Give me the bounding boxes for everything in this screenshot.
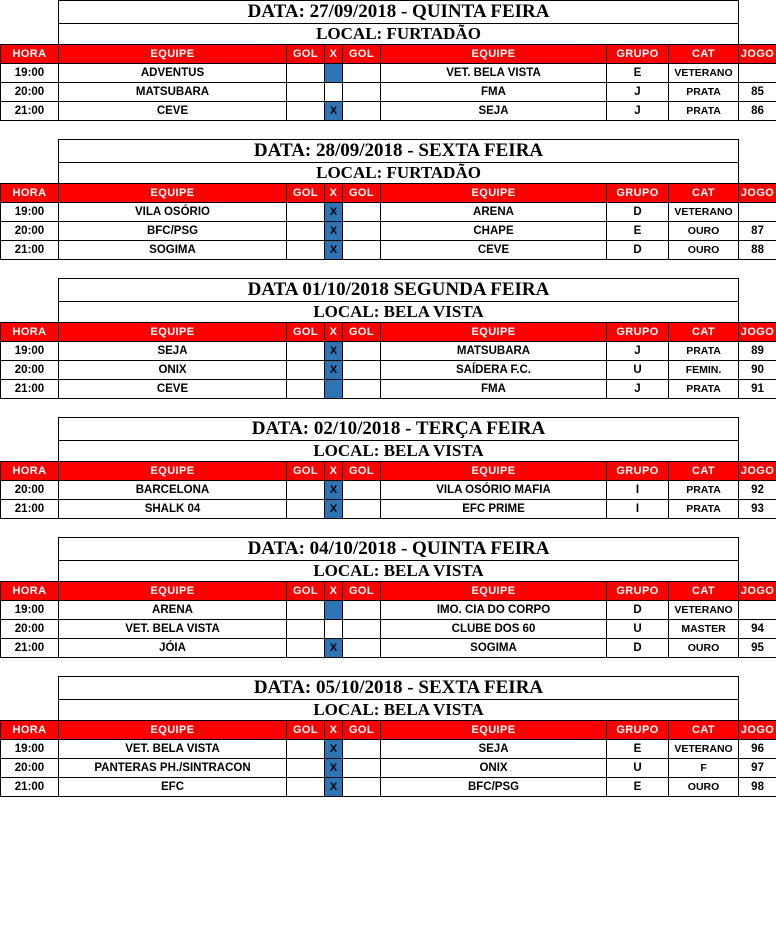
cell-grupo: U: [607, 759, 669, 778]
cell-equipe-home: SEJA: [59, 342, 287, 361]
block-local-row: [1, 561, 776, 582]
cell-x: [325, 64, 343, 83]
table-header-row: [1, 184, 776, 203]
cell-equipe-home: ADVENTUS: [59, 64, 287, 83]
cell-x: X: [325, 778, 343, 797]
header-cat: CAT: [669, 721, 739, 740]
cell-gol-home[interactable]: [287, 639, 325, 658]
cell-equipe-away: VET. BELA VISTA: [381, 64, 607, 83]
header-cat: CAT: [669, 462, 739, 481]
local-pad-left: [1, 441, 59, 462]
header-hora: HORA: [1, 184, 59, 203]
cell-equipe-away: CEVE: [381, 241, 607, 260]
cell-grupo: J: [607, 342, 669, 361]
table-row: [1, 759, 776, 778]
cell-jogo: 93: [739, 500, 776, 519]
cell-jogo: 88: [739, 241, 776, 260]
date-pad-left: [1, 140, 59, 163]
cell-equipe-away: SAÍDERA F.C.: [381, 361, 607, 380]
cell-x: X: [325, 361, 343, 380]
local-pad-left: [1, 302, 59, 323]
date-pad-left: [1, 538, 59, 561]
cell-equipe-home: VET. BELA VISTA: [59, 740, 287, 759]
cell-cat: VETERANO: [669, 740, 739, 759]
local-pad-right: [739, 24, 776, 45]
cell-hora: 20:00: [1, 361, 59, 380]
block-date-row: [1, 418, 776, 441]
cell-jogo: 98: [739, 778, 776, 797]
header-grupo: GRUPO: [607, 184, 669, 203]
date-pad-right: [739, 140, 776, 163]
cell-equipe-home: ARENA: [59, 601, 287, 620]
cell-gol-away[interactable]: [343, 342, 381, 361]
table-row: [1, 601, 776, 620]
cell-x: [325, 83, 343, 102]
block-local: LOCAL: BELA VISTA: [59, 700, 739, 721]
table-row: [1, 639, 776, 658]
table-row: [1, 481, 776, 500]
header-hora: HORA: [1, 45, 59, 64]
header-grupo: GRUPO: [607, 323, 669, 342]
header-jogo: JOGO: [739, 184, 776, 203]
cell-equipe-away: VILA OSÓRIO MAFIA: [381, 481, 607, 500]
cell-gol-home[interactable]: [287, 102, 325, 121]
cell-gol-home[interactable]: [287, 500, 325, 519]
local-pad-right: [739, 700, 776, 721]
cell-grupo: D: [607, 601, 669, 620]
cell-jogo: 94: [739, 620, 776, 639]
cell-cat: MASTER: [669, 620, 739, 639]
cell-hora: 20:00: [1, 620, 59, 639]
cell-equipe-home: BFC/PSG: [59, 222, 287, 241]
header-grupo: GRUPO: [607, 45, 669, 64]
block-local: LOCAL: BELA VISTA: [59, 302, 739, 323]
schedule-block: [0, 278, 776, 399]
block-date: DATA: 27/09/2018 - QUINTA FEIRA: [59, 1, 739, 24]
header-grupo: GRUPO: [607, 582, 669, 601]
cell-equipe-away: CLUBE DOS 60: [381, 620, 607, 639]
table-row: [1, 380, 776, 399]
cell-x: [325, 380, 343, 399]
cell-gol-home[interactable]: [287, 759, 325, 778]
header-gol-home: GOL: [287, 462, 325, 481]
table-row: [1, 102, 776, 121]
block-local-row: [1, 441, 776, 462]
cell-gol-home[interactable]: [287, 740, 325, 759]
cell-equipe-home: CEVE: [59, 380, 287, 399]
block-local-row: [1, 163, 776, 184]
block-date-row: [1, 279, 776, 302]
spacer-cell: [0, 519, 776, 537]
cell-gol-away[interactable]: [343, 83, 381, 102]
block-date-row: [1, 140, 776, 163]
header-grupo: GRUPO: [607, 462, 669, 481]
cell-hora: 21:00: [1, 778, 59, 797]
cell-cat: PRATA: [669, 481, 739, 500]
header-x: X: [325, 323, 343, 342]
cell-gol-away[interactable]: [343, 759, 381, 778]
date-pad-left: [1, 677, 59, 700]
cell-jogo: 86: [739, 102, 776, 121]
cell-equipe-away: EFC PRIME: [381, 500, 607, 519]
date-pad-right: [739, 677, 776, 700]
spacer-cell: [0, 399, 776, 417]
cell-grupo: E: [607, 740, 669, 759]
cell-gol-away[interactable]: [343, 102, 381, 121]
cell-hora: 19:00: [1, 203, 59, 222]
header-equipe-home: EQUIPE: [59, 323, 287, 342]
cell-equipe-home: MATSUBARA: [59, 83, 287, 102]
block-local-row: [1, 302, 776, 323]
cell-cat: OURO: [669, 639, 739, 658]
cell-hora: 19:00: [1, 601, 59, 620]
cell-gol-home[interactable]: [287, 601, 325, 620]
cell-equipe-home: EFC: [59, 778, 287, 797]
header-equipe-home: EQUIPE: [59, 45, 287, 64]
cell-equipe-home: ONIX: [59, 361, 287, 380]
local-pad-right: [739, 441, 776, 462]
cell-gol-away[interactable]: [343, 481, 381, 500]
cell-x: X: [325, 342, 343, 361]
cell-gol-away[interactable]: [343, 241, 381, 260]
schedule-block: [0, 0, 776, 121]
header-equipe-home: EQUIPE: [59, 582, 287, 601]
cell-x: X: [325, 241, 343, 260]
header-equipe-away: EQUIPE: [381, 184, 607, 203]
cell-hora: 21:00: [1, 241, 59, 260]
cell-grupo: U: [607, 361, 669, 380]
cell-x: X: [325, 639, 343, 658]
table-header-row: [1, 45, 776, 64]
cell-grupo: E: [607, 222, 669, 241]
cell-hora: 19:00: [1, 342, 59, 361]
cell-cat: VETERANO: [669, 203, 739, 222]
local-pad-right: [739, 561, 776, 582]
cell-equipe-away: MATSUBARA: [381, 342, 607, 361]
cell-grupo: J: [607, 380, 669, 399]
cell-equipe-away: FMA: [381, 380, 607, 399]
header-cat: CAT: [669, 45, 739, 64]
cell-jogo: 97: [739, 759, 776, 778]
cell-cat: PRATA: [669, 102, 739, 121]
table-row: [1, 500, 776, 519]
cell-grupo: J: [607, 83, 669, 102]
cell-hora: 21:00: [1, 102, 59, 121]
cell-hora: 20:00: [1, 759, 59, 778]
cell-equipe-home: SHALK 04: [59, 500, 287, 519]
block-date: DATA: 04/10/2018 - QUINTA FEIRA: [59, 538, 739, 561]
header-gol-home: GOL: [287, 45, 325, 64]
block-date: DATA: 02/10/2018 - TERÇA FEIRA: [59, 418, 739, 441]
table-row: [1, 222, 776, 241]
table-header-row: [1, 721, 776, 740]
cell-gol-away[interactable]: [343, 203, 381, 222]
cell-gol-home[interactable]: [287, 620, 325, 639]
cell-equipe-away: CHAPE: [381, 222, 607, 241]
table-row: [1, 778, 776, 797]
header-gol-away: GOL: [343, 462, 381, 481]
header-x: X: [325, 184, 343, 203]
local-pad-left: [1, 561, 59, 582]
block-spacer: [0, 399, 776, 417]
header-gol-away: GOL: [343, 582, 381, 601]
cell-gol-home[interactable]: [287, 778, 325, 797]
cell-equipe-home: CEVE: [59, 102, 287, 121]
table-row: [1, 342, 776, 361]
cell-gol-away[interactable]: [343, 64, 381, 83]
date-pad-left: [1, 279, 59, 302]
cell-gol-home[interactable]: [287, 380, 325, 399]
date-pad-right: [739, 1, 776, 24]
block-local: LOCAL: BELA VISTA: [59, 561, 739, 582]
cell-cat: OURO: [669, 222, 739, 241]
header-x: X: [325, 582, 343, 601]
cell-cat: F: [669, 759, 739, 778]
schedule-block: [0, 537, 776, 658]
header-jogo: JOGO: [739, 582, 776, 601]
block-spacer: [0, 260, 776, 278]
cell-gol-away[interactable]: [343, 778, 381, 797]
cell-gol-home[interactable]: [287, 342, 325, 361]
cell-gol-home[interactable]: [287, 241, 325, 260]
cell-equipe-away: BFC/PSG: [381, 778, 607, 797]
cell-x: X: [325, 500, 343, 519]
header-equipe-home: EQUIPE: [59, 462, 287, 481]
cell-gol-away[interactable]: [343, 500, 381, 519]
spacer-cell: [0, 121, 776, 139]
cell-grupo: I: [607, 481, 669, 500]
cell-grupo: E: [607, 64, 669, 83]
cell-jogo: [739, 203, 776, 222]
header-gol-away: GOL: [343, 323, 381, 342]
cell-x: X: [325, 481, 343, 500]
cell-equipe-home: VET. BELA VISTA: [59, 620, 287, 639]
table-row: [1, 361, 776, 380]
block-date: DATA: 05/10/2018 - SEXTA FEIRA: [59, 677, 739, 700]
cell-jogo: 91: [739, 380, 776, 399]
schedule-block: [0, 417, 776, 519]
cell-gol-home[interactable]: [287, 361, 325, 380]
cell-gol-home[interactable]: [287, 203, 325, 222]
cell-cat: PRATA: [669, 380, 739, 399]
cell-equipe-away: IMO. CIA DO CORPO: [381, 601, 607, 620]
cell-equipe-away: SEJA: [381, 102, 607, 121]
spacer-cell: [0, 658, 776, 676]
header-equipe-away: EQUIPE: [381, 45, 607, 64]
cell-equipe-away: FMA: [381, 83, 607, 102]
header-gol-home: GOL: [287, 582, 325, 601]
date-pad-right: [739, 538, 776, 561]
header-gol-away: GOL: [343, 184, 381, 203]
header-cat: CAT: [669, 184, 739, 203]
cell-x: X: [325, 222, 343, 241]
cell-cat: OURO: [669, 778, 739, 797]
date-pad-right: [739, 418, 776, 441]
cell-jogo: 92: [739, 481, 776, 500]
cell-gol-home[interactable]: [287, 83, 325, 102]
cell-equipe-home: JÓIA: [59, 639, 287, 658]
header-equipe-away: EQUIPE: [381, 323, 607, 342]
header-hora: HORA: [1, 462, 59, 481]
table-header-row: [1, 323, 776, 342]
header-x: X: [325, 45, 343, 64]
header-gol-home: GOL: [287, 323, 325, 342]
block-date: DATA: 28/09/2018 - SEXTA FEIRA: [59, 140, 739, 163]
cell-jogo: 89: [739, 342, 776, 361]
block-date-row: [1, 538, 776, 561]
cell-grupo: D: [607, 639, 669, 658]
header-jogo: JOGO: [739, 462, 776, 481]
cell-hora: 21:00: [1, 380, 59, 399]
local-pad-left: [1, 700, 59, 721]
block-date: DATA 01/10/2018 SEGUNDA FEIRA: [59, 279, 739, 302]
cell-hora: 20:00: [1, 222, 59, 241]
cell-gol-home[interactable]: [287, 64, 325, 83]
header-x: X: [325, 462, 343, 481]
cell-grupo: I: [607, 500, 669, 519]
header-equipe-away: EQUIPE: [381, 582, 607, 601]
header-grupo: GRUPO: [607, 721, 669, 740]
cell-cat: PRATA: [669, 83, 739, 102]
cell-equipe-home: SOGIMA: [59, 241, 287, 260]
block-spacer: [0, 519, 776, 537]
date-pad-left: [1, 1, 59, 24]
cell-equipe-home: VILA OSÓRIO: [59, 203, 287, 222]
cell-jogo: 85: [739, 83, 776, 102]
header-jogo: JOGO: [739, 45, 776, 64]
cell-hora: 21:00: [1, 639, 59, 658]
header-cat: CAT: [669, 582, 739, 601]
date-pad-right: [739, 279, 776, 302]
local-pad-left: [1, 163, 59, 184]
table-row: [1, 64, 776, 83]
cell-equipe-away: ARENA: [381, 203, 607, 222]
table-row: [1, 83, 776, 102]
cell-equipe-home: PANTERAS PH./SINTRACON: [59, 759, 287, 778]
block-date-row: [1, 1, 776, 24]
cell-grupo: U: [607, 620, 669, 639]
local-pad-right: [739, 163, 776, 184]
cell-cat: PRATA: [669, 342, 739, 361]
table-header-row: [1, 582, 776, 601]
header-hora: HORA: [1, 721, 59, 740]
header-x: X: [325, 721, 343, 740]
header-hora: HORA: [1, 323, 59, 342]
cell-jogo: [739, 64, 776, 83]
date-pad-left: [1, 418, 59, 441]
cell-gol-home[interactable]: [287, 222, 325, 241]
cell-hora: 21:00: [1, 500, 59, 519]
cell-hora: 20:00: [1, 83, 59, 102]
header-jogo: JOGO: [739, 721, 776, 740]
block-local: LOCAL: FURTADÃO: [59, 24, 739, 45]
block-spacer: [0, 658, 776, 676]
cell-hora: 19:00: [1, 64, 59, 83]
cell-cat: PRATA: [669, 500, 739, 519]
block-date-row: [1, 677, 776, 700]
block-spacer: [0, 121, 776, 139]
cell-equipe-away: SOGIMA: [381, 639, 607, 658]
spacer-cell: [0, 260, 776, 278]
header-equipe-away: EQUIPE: [381, 721, 607, 740]
header-equipe-home: EQUIPE: [59, 184, 287, 203]
cell-equipe-away: ONIX: [381, 759, 607, 778]
cell-grupo: D: [607, 241, 669, 260]
header-equipe-away: EQUIPE: [381, 462, 607, 481]
schedule-block: [0, 676, 776, 797]
header-jogo: JOGO: [739, 323, 776, 342]
header-equipe-home: EQUIPE: [59, 721, 287, 740]
cell-jogo: 96: [739, 740, 776, 759]
cell-gol-away[interactable]: [343, 222, 381, 241]
cell-cat: VETERANO: [669, 64, 739, 83]
header-hora: HORA: [1, 582, 59, 601]
header-gol-away: GOL: [343, 45, 381, 64]
block-local: LOCAL: FURTADÃO: [59, 163, 739, 184]
table-header-row: [1, 462, 776, 481]
cell-gol-away[interactable]: [343, 361, 381, 380]
cell-gol-away[interactable]: [343, 601, 381, 620]
local-pad-right: [739, 302, 776, 323]
cell-x: X: [325, 740, 343, 759]
cell-x: X: [325, 102, 343, 121]
header-gol-home: GOL: [287, 721, 325, 740]
cell-jogo: 90: [739, 361, 776, 380]
local-pad-left: [1, 24, 59, 45]
cell-gol-away[interactable]: [343, 380, 381, 399]
cell-gol-away[interactable]: [343, 740, 381, 759]
cell-gol-away[interactable]: [343, 620, 381, 639]
cell-gol-away[interactable]: [343, 639, 381, 658]
cell-hora: 20:00: [1, 481, 59, 500]
block-local: LOCAL: BELA VISTA: [59, 441, 739, 462]
cell-jogo: [739, 601, 776, 620]
block-local-row: [1, 24, 776, 45]
table-row: [1, 620, 776, 639]
cell-gol-home[interactable]: [287, 481, 325, 500]
schedule-block: [0, 139, 776, 260]
table-row: [1, 241, 776, 260]
block-local-row: [1, 700, 776, 721]
cell-cat: OURO: [669, 241, 739, 260]
cell-equipe-home: BARCELONA: [59, 481, 287, 500]
cell-x: [325, 620, 343, 639]
cell-grupo: E: [607, 778, 669, 797]
header-cat: CAT: [669, 323, 739, 342]
cell-cat: FEMIN.: [669, 361, 739, 380]
cell-jogo: 95: [739, 639, 776, 658]
table-row: [1, 740, 776, 759]
cell-x: X: [325, 203, 343, 222]
header-gol-home: GOL: [287, 184, 325, 203]
cell-cat: VETERANO: [669, 601, 739, 620]
table-row: [1, 203, 776, 222]
cell-equipe-away: SEJA: [381, 740, 607, 759]
cell-hora: 19:00: [1, 740, 59, 759]
cell-grupo: J: [607, 102, 669, 121]
cell-jogo: 87: [739, 222, 776, 241]
cell-x: X: [325, 759, 343, 778]
cell-x: [325, 601, 343, 620]
cell-grupo: D: [607, 203, 669, 222]
header-gol-away: GOL: [343, 721, 381, 740]
